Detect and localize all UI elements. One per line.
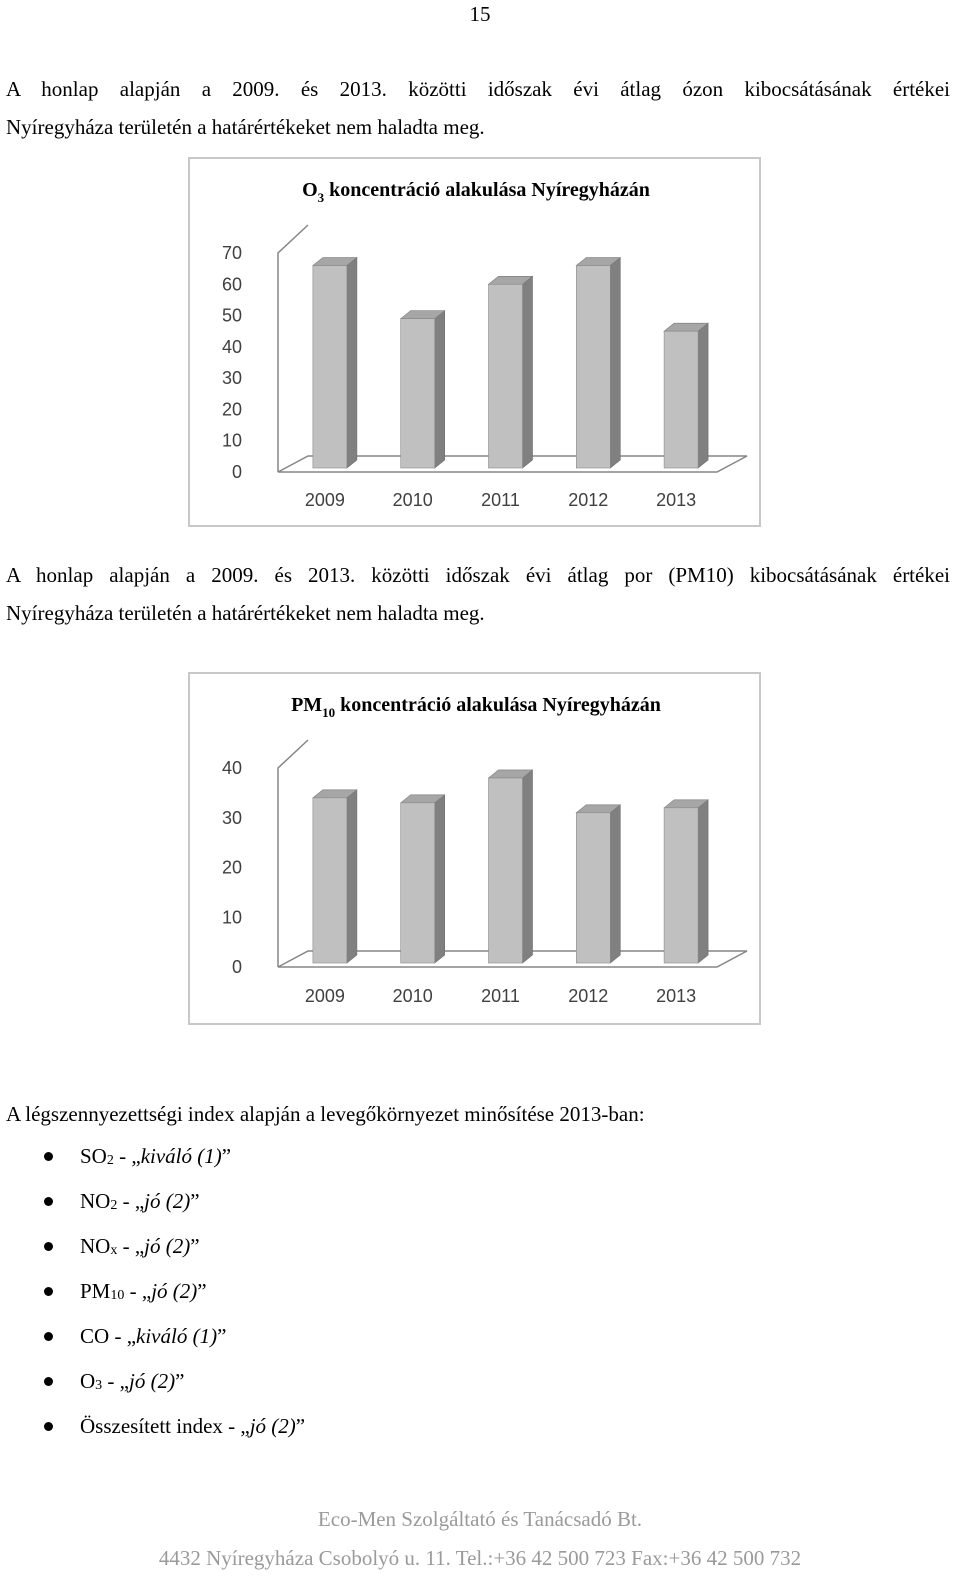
- pollutant-name: O: [80, 1369, 96, 1393]
- pm10-bar-front: [489, 778, 523, 963]
- pm10-bar: [576, 805, 620, 963]
- o3-bar: [664, 323, 708, 468]
- bullet-icon: [44, 1422, 53, 1431]
- list-item: [0, 1186, 305, 1231]
- bullet-icon: [44, 1242, 53, 1251]
- o3-back-wall: [278, 225, 308, 472]
- list-item: [0, 1366, 305, 1411]
- rating: jó (2): [144, 1234, 191, 1258]
- o3-bar-side: [698, 323, 708, 468]
- o3-y-tick-label: 30: [221, 368, 242, 389]
- separator: -: [113, 1144, 132, 1168]
- o3-chart: [188, 157, 761, 527]
- pm10-bar-front: [313, 798, 347, 963]
- pm10-bar-side: [698, 800, 708, 963]
- o3-bar-side: [523, 276, 533, 468]
- pollutant-sub: 2: [110, 1198, 118, 1213]
- page-number: 15: [469, 2, 491, 26]
- o3-bar-front: [401, 319, 435, 468]
- o3-bar: [489, 276, 533, 468]
- o3-y-tick-label: 10: [221, 430, 242, 451]
- pollutant-name: SO: [80, 1144, 107, 1168]
- rating: jó (2): [129, 1369, 176, 1393]
- footer-address: 4432 Nyíregyháza Csobolyó u. 11. Tel.:+36 42 500 723 Fax:+36 42 500 732: [158, 1546, 802, 1570]
- open-quote: „: [134, 1189, 145, 1213]
- pm10-y-tick-label: 20: [221, 857, 242, 878]
- close-quote: ”: [175, 1369, 185, 1393]
- o3-x-tick-label: 2013: [656, 490, 697, 510]
- paragraph-o3: [6, 70, 950, 146]
- rating: kiváló (1): [140, 1144, 222, 1168]
- pollutant-name: CO: [80, 1324, 110, 1348]
- o3-y-tick-label: 70: [221, 243, 242, 263]
- pm10-chart-svg: [190, 674, 763, 1027]
- list-item: [0, 1321, 305, 1366]
- pm10-bar: [401, 795, 445, 963]
- list-item: [0, 1231, 305, 1276]
- o3-y-tick-label: 20: [221, 399, 242, 420]
- open-quote: „: [131, 1144, 141, 1168]
- close-quote: ”: [190, 1189, 200, 1213]
- pm10-x-tick-label: 2013: [656, 986, 697, 1006]
- o3-chart-title-rest: koncentráció alakulása Nyíregyházán: [324, 179, 650, 201]
- pollutant-name: NO: [80, 1189, 111, 1213]
- bullet-icon: [44, 1332, 53, 1341]
- bullet-icon: [44, 1152, 53, 1161]
- rating: jó (2): [151, 1279, 198, 1303]
- o3-chart-title-sub: 3: [317, 190, 325, 205]
- pollutant-name: Összesített index: [80, 1414, 223, 1438]
- pm10-chart-title-main: PM: [291, 694, 323, 716]
- separator: -: [124, 1279, 142, 1303]
- separator: -: [117, 1189, 135, 1213]
- pm10-chart-title: [291, 694, 661, 720]
- pm10-bar-side: [347, 790, 357, 963]
- pm10-chart-title-rest: koncentráció alakulása Nyíregyházán: [335, 694, 661, 716]
- pm10-y-tick-label: 10: [221, 907, 242, 928]
- o3-bar-front: [313, 266, 347, 468]
- o3-bar: [576, 258, 620, 468]
- o3-y-tick-label: 0: [231, 462, 242, 482]
- separator: -: [102, 1369, 120, 1393]
- open-quote: „: [134, 1234, 145, 1258]
- separator: -: [222, 1414, 241, 1438]
- open-quote: „: [119, 1369, 129, 1393]
- o3-bar-side: [347, 258, 357, 468]
- close-quote: ”: [295, 1414, 306, 1438]
- index-intro: A légszennyezettségi index alapján a levegőkörnyezet minősítése 2013-ban:: [6, 1102, 645, 1126]
- o3-bar-side: [610, 258, 620, 468]
- close-quote: ”: [217, 1324, 227, 1348]
- o3-x-tick-label: 2011: [481, 490, 520, 510]
- pm10-y-tick-label: 0: [231, 957, 242, 977]
- pm10-x-tick-label: 2009: [304, 986, 345, 1006]
- separator: -: [117, 1234, 135, 1258]
- pollutant-sub: x: [110, 1243, 118, 1258]
- open-quote: „: [240, 1414, 250, 1438]
- bullet-icon: [44, 1287, 53, 1296]
- o3-bar-side: [435, 311, 445, 468]
- pm10-x-tick-label: 2012: [568, 986, 609, 1006]
- pm10-y-tick-label: 30: [221, 807, 242, 828]
- o3-x-tick-label: 2012: [568, 490, 609, 510]
- paragraph-o3-line2: Nyíregyháza területén a határértékeket nem haladta meg.: [6, 115, 485, 139]
- close-quote: ”: [197, 1279, 207, 1303]
- list-item: [0, 1141, 305, 1186]
- paragraph-pm10-line1: A honlap alapján a 2009. és 2013. közötti időszak évi átlag por (PM10) kibocsátásának értékei: [6, 563, 950, 587]
- o3-y-tick-label: 60: [221, 274, 242, 295]
- o3-chart-title: [302, 179, 650, 205]
- o3-bar: [401, 311, 445, 468]
- paragraph-pm10: [6, 556, 950, 632]
- pollutant-sub: 3: [95, 1378, 103, 1393]
- pm10-bar-front: [576, 813, 610, 963]
- rating: kiváló (1): [136, 1324, 218, 1348]
- o3-bar-front: [664, 331, 698, 468]
- pollutant-name: PM: [80, 1279, 111, 1303]
- close-quote: ”: [190, 1234, 200, 1258]
- pm10-chart: [188, 672, 761, 1025]
- separator: -: [109, 1324, 127, 1348]
- o3-bar-front: [576, 266, 610, 468]
- pm10-x-tick-label: 2010: [392, 986, 433, 1006]
- pm10-bar-front: [401, 803, 435, 963]
- index-list: [0, 1141, 305, 1456]
- close-quote: ”: [221, 1144, 232, 1168]
- paragraph-pm10-line2: Nyíregyháza területén a határértékeket nem haladta meg.: [6, 601, 485, 625]
- open-quote: „: [141, 1279, 152, 1303]
- o3-chart-svg: [190, 159, 763, 529]
- pm10-bar-side: [435, 795, 445, 963]
- pm10-bar-front: [664, 808, 698, 963]
- pm10-x-tick-label: 2011: [481, 986, 520, 1006]
- pm10-bar: [664, 800, 708, 963]
- pollutant-name: NO: [80, 1234, 111, 1258]
- list-item: [0, 1411, 305, 1456]
- pm10-back-wall: [278, 740, 308, 967]
- bullet-icon: [44, 1197, 53, 1206]
- pollutant-sub: 2: [106, 1153, 114, 1168]
- o3-bar-front: [489, 284, 523, 468]
- open-quote: „: [126, 1324, 137, 1348]
- pm10-y-tick-label: 40: [221, 758, 242, 778]
- pm10-bar: [489, 770, 533, 963]
- pm10-bar-side: [610, 805, 620, 963]
- o3-y-tick-label: 50: [221, 305, 242, 326]
- rating: jó (2): [144, 1189, 191, 1213]
- o3-chart-title-main: O: [302, 179, 318, 201]
- bullet-icon: [44, 1377, 53, 1386]
- rating: jó (2): [249, 1414, 296, 1438]
- pm10-bar-side: [523, 770, 533, 963]
- o3-bar: [313, 258, 357, 468]
- o3-x-tick-label: 2010: [392, 490, 433, 510]
- o3-x-tick-label: 2009: [304, 490, 345, 510]
- footer-company: Eco-Men Szolgáltató és Tanácsadó Bt.: [317, 1507, 643, 1531]
- pm10-chart-title-sub: 10: [322, 705, 336, 720]
- o3-y-tick-label: 40: [221, 336, 242, 357]
- paragraph-o3-line1: A honlap alapján a 2009. és 2013. közötti időszak évi átlag ózon kibocsátásának értékei: [6, 77, 950, 101]
- list-item: [0, 1276, 305, 1321]
- pm10-bar: [313, 790, 357, 963]
- pollutant-sub: 10: [110, 1288, 125, 1303]
